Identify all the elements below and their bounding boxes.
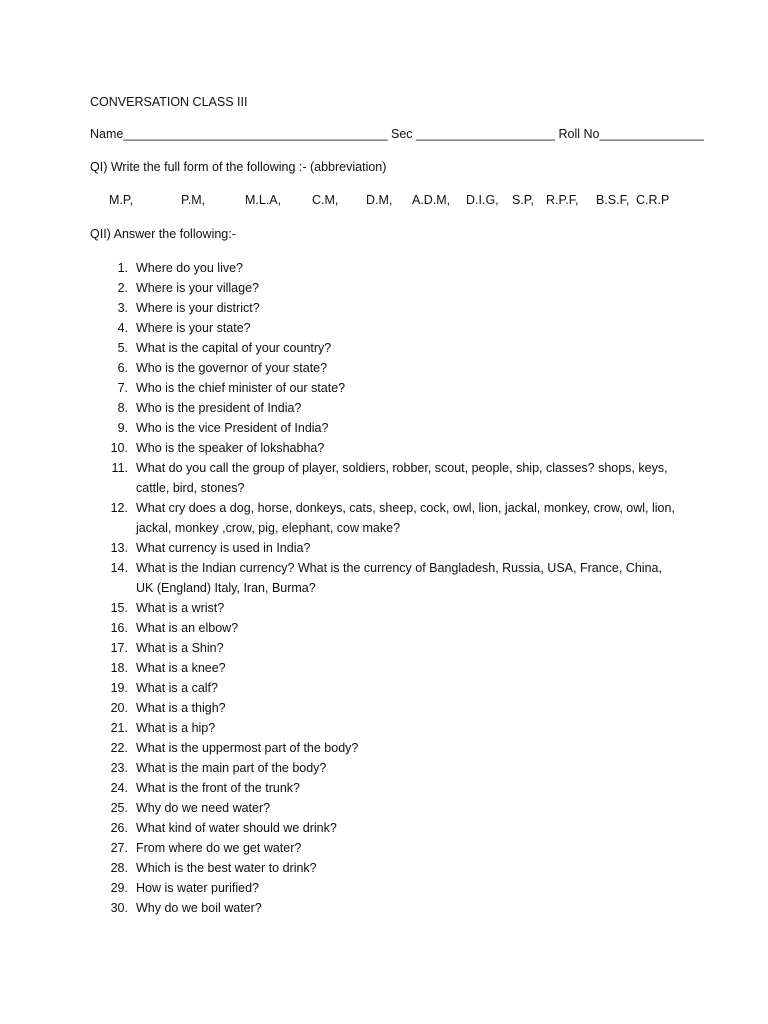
question-item xyxy=(0,798,768,818)
question-number: 12. xyxy=(110,501,128,515)
question-item xyxy=(0,638,768,658)
question-number: 1. xyxy=(117,261,128,275)
question-text: Who is the chief minister of our state? xyxy=(136,381,346,395)
question-text: Where is your district? xyxy=(136,301,260,315)
question-item xyxy=(0,778,768,798)
question-number: 5. xyxy=(117,341,128,355)
question-text: What is the main part of the body? xyxy=(136,761,327,775)
question-item xyxy=(0,698,768,718)
question-number: 23. xyxy=(110,761,128,775)
question-item xyxy=(0,718,768,738)
question-number: 9. xyxy=(117,421,128,435)
question-text: Where is your state? xyxy=(136,321,251,335)
question-number: 11. xyxy=(111,461,128,475)
question-number: 6. xyxy=(117,361,128,375)
question-item xyxy=(0,758,768,778)
question-number: 27. xyxy=(110,841,128,855)
question-text: What is the capital of your country? xyxy=(136,341,332,355)
question-item xyxy=(0,398,768,418)
question-text: Where do you live? xyxy=(136,261,244,275)
question-number: 7. xyxy=(117,381,128,395)
question-number: 14. xyxy=(110,561,128,575)
question-text: What cry does a dog, horse, donkeys, cats, sheep, cock, owl, lion, jackal, monkey, crow, owl, lion, jackal, monkey ,crow, pig, elephant, cow make? xyxy=(136,501,675,535)
question-text: What do you call the group of player, soldiers, robber, scout, people, ship, classes? shops, keys, cattle, bird, stones? xyxy=(136,461,668,495)
question-text: What is a thigh? xyxy=(136,701,226,715)
question-text: What is a knee? xyxy=(136,661,226,675)
question-text: Why do we need water? xyxy=(136,801,271,815)
question-item xyxy=(0,438,768,458)
question-text: What is a Shin? xyxy=(136,641,224,655)
question-number: 17. xyxy=(110,641,128,655)
question-item xyxy=(0,278,768,298)
question-number: 29. xyxy=(110,881,128,895)
question-text: What currency is used in India? xyxy=(136,541,311,555)
worksheet-title: CONVERSATION CLASS III xyxy=(90,95,248,109)
question-item xyxy=(0,418,768,438)
question-text: What is a wrist? xyxy=(136,601,225,615)
abbreviation-item: D.I.G, xyxy=(466,193,499,207)
question-text: What is the front of the trunk? xyxy=(136,781,300,795)
question-text: Who is the speaker of lokshabha? xyxy=(136,441,325,455)
question-text: Which is the best water to drink? xyxy=(136,861,317,875)
question-item xyxy=(0,678,768,698)
question-item xyxy=(0,538,768,558)
question-number: 22. xyxy=(110,741,128,755)
question-item xyxy=(0,338,768,358)
question-item xyxy=(0,358,768,378)
question-number: 16. xyxy=(110,621,128,635)
question-number: 30. xyxy=(110,901,128,915)
q1-heading: QI) Write the full form of the following :- (abbreviation) xyxy=(90,160,387,174)
question-item xyxy=(0,318,768,338)
question-number: 19. xyxy=(110,681,128,695)
abbreviation-item: B.S.F, xyxy=(596,193,630,207)
question-text: From where do we get water? xyxy=(136,841,302,855)
abbreviation-item: C.R.P xyxy=(636,193,670,207)
name-sec-rollno-line: Name______________________________________ Sec ____________________ Roll No_______________ xyxy=(90,127,704,141)
question-number: 24. xyxy=(110,781,128,795)
question-number: 25. xyxy=(110,801,128,815)
abbreviation-item: R.P.F, xyxy=(546,193,579,207)
question-text: Who is the governor of your state? xyxy=(136,361,328,375)
question-number: 13. xyxy=(110,541,128,555)
q2-heading: QII) Answer the following:- xyxy=(90,227,236,241)
question-number: 26. xyxy=(110,821,128,835)
question-item xyxy=(0,618,768,638)
question-number: 4. xyxy=(117,321,128,335)
question-item xyxy=(0,878,768,898)
abbreviation-item: A.D.M, xyxy=(412,193,451,207)
abbreviation-item: S.P, xyxy=(512,193,535,207)
question-item xyxy=(0,558,768,598)
question-item xyxy=(0,298,768,318)
question-item xyxy=(0,838,768,858)
question-text: What is the uppermost part of the body? xyxy=(136,741,359,755)
question-number: 2. xyxy=(117,281,128,295)
question-text: What kind of water should we drink? xyxy=(136,821,337,835)
question-text: How is water purified? xyxy=(136,881,259,895)
question-text: What is an elbow? xyxy=(136,621,239,635)
question-number: 21. xyxy=(110,721,128,735)
question-text: Who is the president of India? xyxy=(136,401,302,415)
question-number: 28. xyxy=(110,861,128,875)
question-number: 10. xyxy=(110,441,128,455)
question-item xyxy=(0,858,768,878)
question-item xyxy=(0,658,768,678)
question-number: 20. xyxy=(110,701,128,715)
abbreviation-item: M.L.A, xyxy=(245,193,282,207)
abbreviation-item: M.P, xyxy=(109,193,134,207)
question-number: 18. xyxy=(110,661,128,675)
question-item xyxy=(0,258,768,278)
question-number: 8. xyxy=(117,401,128,415)
question-item xyxy=(0,598,768,618)
question-item xyxy=(0,498,768,538)
question-list xyxy=(0,258,768,918)
question-text: What is a calf? xyxy=(136,681,218,695)
abbreviation-item: C.M, xyxy=(312,193,339,207)
question-item xyxy=(0,378,768,398)
question-number: 3. xyxy=(117,301,128,315)
question-text: Where is your village? xyxy=(136,281,259,295)
question-item xyxy=(0,818,768,838)
abbreviation-item: D.M, xyxy=(366,193,393,207)
question-text: Who is the vice President of India? xyxy=(136,421,329,435)
question-item xyxy=(0,458,768,498)
abbreviation-item: P.M, xyxy=(181,193,206,207)
question-text: What is a hip? xyxy=(136,721,216,735)
question-item xyxy=(0,898,768,918)
question-item xyxy=(0,738,768,758)
question-number: 15. xyxy=(110,601,128,615)
question-text: Why do we boil water? xyxy=(136,901,262,915)
question-text: What is the Indian currency? What is the currency of Bangladesh, Russia, USA, France, China, UK (England) Italy, Iran, Burma? xyxy=(136,561,662,595)
